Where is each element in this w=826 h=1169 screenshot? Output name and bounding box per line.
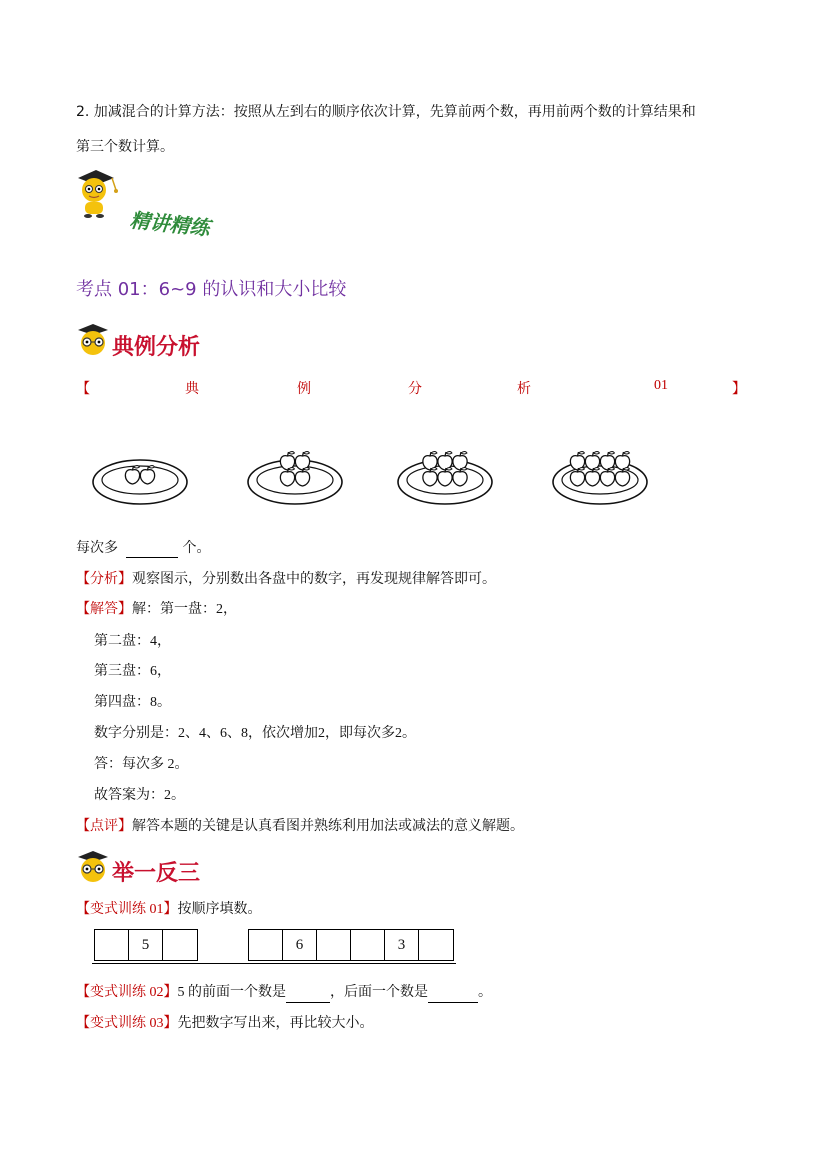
exercise-02-text-c: 。 [478,985,492,1000]
number-cell[interactable] [419,930,453,960]
analysis-tag: 【分析】 [76,572,132,587]
answer-blank[interactable] [126,557,178,558]
exercise-02-line [76,983,492,1003]
solution-line-5: 数字分别是：2、4、6、8，依次增加2，即每次多2。 [94,726,416,741]
solution-line-7: 故答案为：2。 [94,788,185,803]
solution-line-4: 第四盘：8。 [94,695,171,710]
example-header-char1: 典 [185,381,199,397]
example-header-number: 01 [654,378,668,393]
comment-text: 解答本题的关键是认真看图并熟练利用加法或减法的意义解题。 [132,819,524,834]
number-cell[interactable] [95,930,129,960]
exercise-03-tag: 【变式训练 03】 [76,1016,178,1031]
rule-text-line1: 2. 加减混合的计算方法：按照从左到右的顺序依次计算，先算前两个数，再用前两个数的计算结果和 [76,104,696,120]
solution-first: 解：第一盘：2， [132,602,237,617]
exercise-02-blank-2[interactable] [428,1002,478,1003]
plate [553,452,647,505]
exercise-03-text: 先把数字写出来，再比较大小。 [177,1016,374,1031]
example-header-open: 【 [76,381,90,397]
exercise-01-line [76,900,262,920]
number-cell[interactable] [351,930,385,960]
rule-text-line2: 第三个数计算。 [76,139,174,155]
question-prefix: 每次多 [76,540,118,556]
comment-line [76,817,524,837]
number-box-group-2 [248,929,454,961]
exercise-02-tag: 【变式训练 02】 [76,985,178,1000]
analysis-line [76,570,496,590]
number-cell[interactable] [163,930,197,960]
exercise-02-text-b: ，后面一个数是 [330,985,428,1000]
exercise-02-text-a: 5 的前面一个数是 [177,985,286,1000]
question-suffix: 个。 [182,540,211,556]
analysis-text: 观察图示，分别数出各盘中的数字，再发现规律解答即可。 [132,572,496,587]
example-header-char3: 分 [408,381,422,397]
jingjiang-banner-title: 精讲精练 [128,207,211,241]
plate [398,452,492,505]
example-header-char2: 例 [297,381,311,397]
exercise-01-tag: 【变式训练 01】 [76,902,178,917]
apple-plates-figure [90,440,670,514]
solution-line [76,600,237,620]
dianli-banner-title [112,330,200,361]
scholar-glasses-icon-2 [74,850,112,884]
kaodian-heading: 考点 01：6~9 的认识和大小比较 [76,279,347,300]
example-header-char4: 析 [517,381,531,397]
number-cell: 5 [129,930,163,960]
number-cell[interactable] [317,930,351,960]
number-cell: 3 [385,930,419,960]
solution-line-2: 第二盘：4， [94,634,171,649]
exercise-01-text: 按顺序填数。 [177,902,262,917]
comment-tag: 【点评】 [76,819,132,834]
example-header-close: 】 [732,381,746,397]
juyi-banner-title: 举一反三 [112,861,201,886]
number-line-rule [92,963,456,964]
exercise-03-line [76,1014,374,1034]
solution-line-6: 答：每次多 2。 [94,757,189,772]
plate [248,452,342,505]
scholar-mascot-icon [74,168,122,220]
number-box-group-1 [94,929,198,961]
exercise-02-blank-1[interactable] [286,1002,330,1003]
scholar-glasses-icon [74,323,112,357]
solution-tag: 【解答】 [76,602,132,617]
number-cell[interactable] [249,930,283,960]
dianli-banner-text: 典例分析 [112,335,201,360]
solution-line-3: 第三盘：6， [94,664,171,679]
plate [93,460,187,504]
question-line [76,538,210,558]
number-cell: 6 [283,930,317,960]
